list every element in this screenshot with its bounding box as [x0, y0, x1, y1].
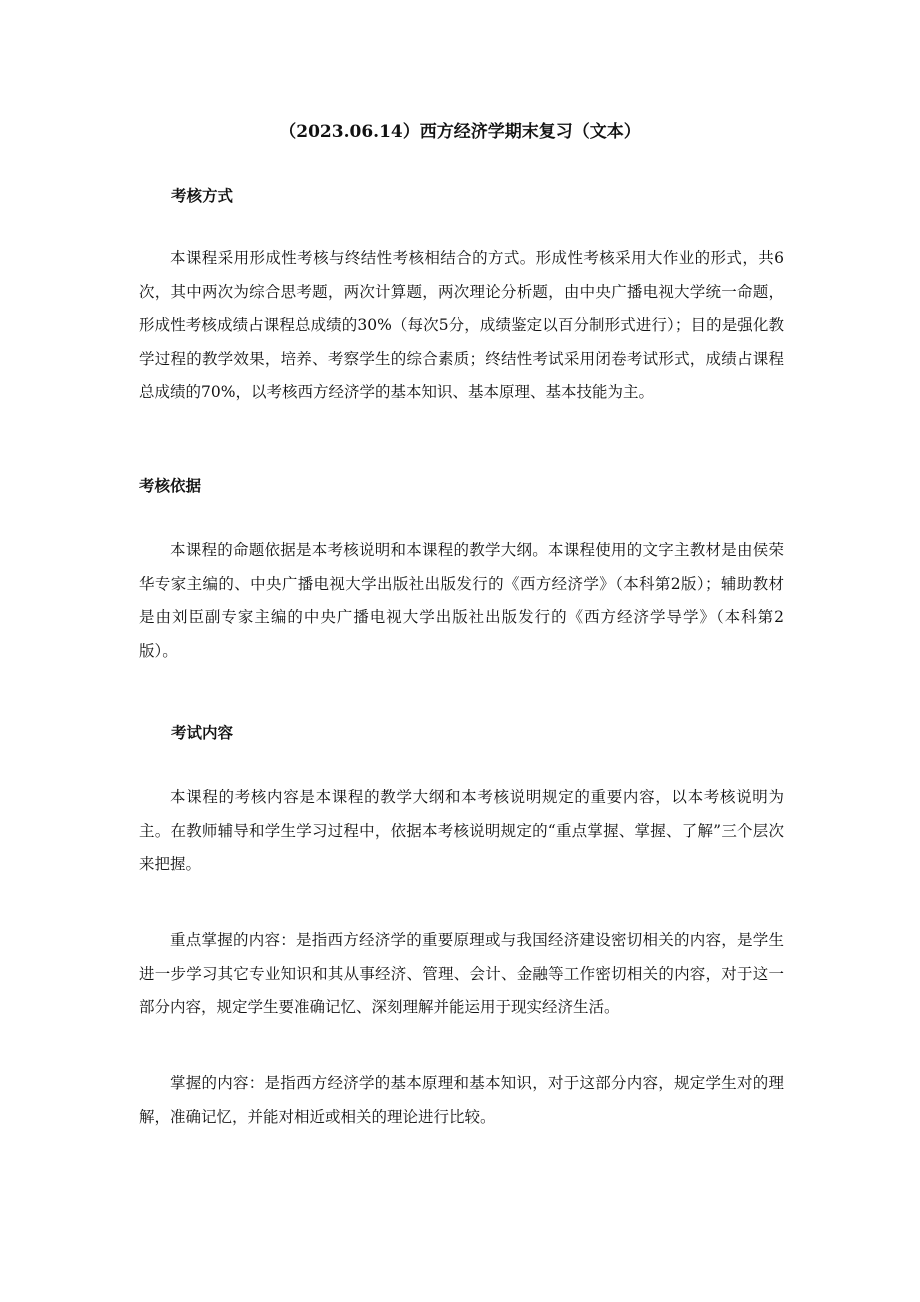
paragraph-assessment-method: 本课程采用形成性考核与终结性考核相结合的方式。形成性考核采用大作业的形式，共6次，其中两次为综合思考题，两次计算题，两次理论分析题，由中央广播电视大学统一命题，形成性考核成绩占课程总成绩的30%（每次5分，成绩鉴定以百分制形式进行）；目的是强化教学过程的教学效果，培养、考察学生的综合素质；终结性考试采用闭卷考试形式，成绩占课程总成绩的70%，以考核西方经济学的基本知识、基本原理、基本技能为主。 — [139, 249, 784, 401]
page-title: （2023.06.14）西方经济学期末复习（文本） — [279, 122, 641, 142]
paragraph-exam-content: 本课程的考核内容是本课程的教学大纲和本考核说明规定的重要内容，以本考核说明为主。在教师辅导和学生学习过程中，依据本考核说明规定的“重点掌握、掌握、了解”三个层次来把握。 — [139, 788, 784, 873]
paragraph-key-mastery: 重点掌握的内容：是指西方经济学的重要原理或与我国经济建设密切相关的内容，是学生进一步学习其它专业知识和其从事经济、管理、会计、金融等工作密切相关的内容，对于这一部分内容，规定学生要准确记忆、深刻理解并能运用于现实经济生活。 — [139, 931, 784, 1016]
section-heading-exam-content: 考试内容 — [171, 723, 234, 742]
section-heading-assessment-method: 考核方式 — [171, 186, 234, 205]
paragraph-assessment-basis: 本课程的命题依据是本考核说明和本课程的教学大纲。本课程使用的文字主教材是由侯荣华专家主编的、中央广播电视大学出版社出版发行的《西方经济学》（本科第2版）；辅助教材是由刘臣副专家主编的中央广播电视大学出版社出版发行的《西方经济学导学》（本科第2版）。 — [139, 541, 784, 660]
paragraph-mastery: 掌握的内容：是指西方经济学的基本原理和基本知识，对于这部分内容，规定学生对的理解，准确记忆，并能对相近或相关的理论进行比较。 — [139, 1074, 784, 1126]
section-heading-assessment-basis: 考核依据 — [139, 476, 202, 495]
